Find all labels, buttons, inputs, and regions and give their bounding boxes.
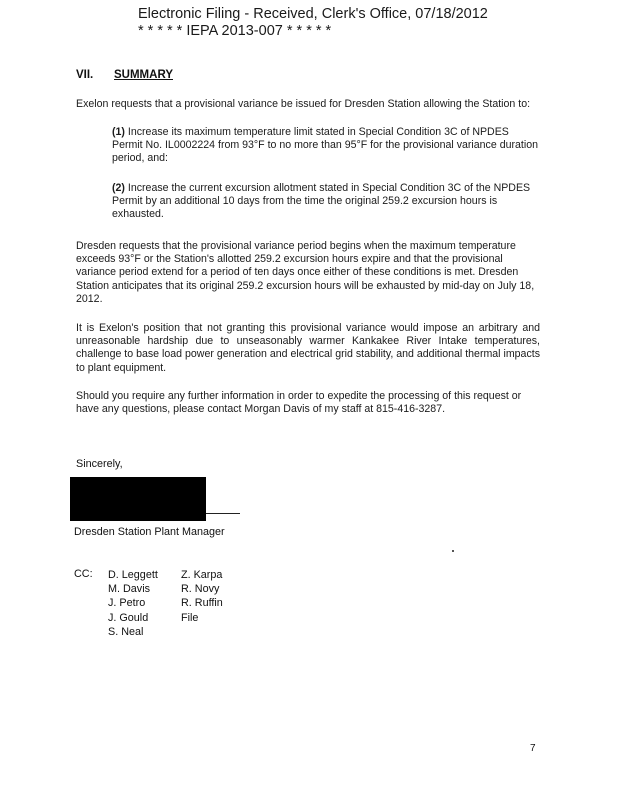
closing: Sincerely, bbox=[76, 458, 123, 470]
cc-recipient: File bbox=[181, 611, 199, 624]
section-title: SUMMARY bbox=[114, 69, 173, 81]
signature-line bbox=[206, 513, 240, 514]
cc-list-column-1 bbox=[108, 568, 158, 639]
page-number: 7 bbox=[530, 743, 536, 754]
signer-title: Dresden Station Plant Manager bbox=[74, 526, 225, 538]
request-item-2 bbox=[112, 182, 540, 222]
cc-recipient: M. Davis bbox=[108, 583, 150, 596]
cc-recipient: R. Novy bbox=[181, 583, 220, 596]
request-item-1 bbox=[112, 126, 540, 166]
filing-stamp-line-1: Electronic Filing - Received, Clerk's Office, 07/18/2012 bbox=[138, 6, 488, 22]
cc-label: CC: bbox=[74, 568, 93, 580]
request-item-1-text: Increase its maximum temperature limit stated in Special Condition 3C of NPDES Permit No. IL0002224 from 93°F to no more than 95°F for the provisional variance duration period, and: bbox=[112, 126, 538, 165]
dresden-request-paragraph: Dresden requests that the provisional variance period begins when the maximum temperature exceeds 93°F or the Station's allotted 259.2 excursion hours expire and that the provisional variance period extend for a period of ten days once either of these conditions is met. Dresden Station anticipates that its original 259.2 excursion hours will be exhausted by mid-day on July 18, 2012. bbox=[76, 240, 535, 305]
section-number: VII. bbox=[76, 69, 94, 81]
request-item-2-label: (2) bbox=[112, 182, 125, 194]
intro-paragraph: Exelon requests that a provisional variance be issued for Dresden Station allowing the Station to: bbox=[76, 98, 531, 110]
contact-paragraph: Should you require any further information in order to expedite the processing of this request or have any questions, please contact Morgan Davis of my staff at 815-416-3287. bbox=[76, 390, 522, 416]
cc-recipient: D. Leggett bbox=[108, 569, 158, 581]
hardship-paragraph: It is Exelon's position that not granting this provisional variance would impose an arbitrary and unreasonable hardship due to unseasonably warmer Kankakee River Intake temperatures, challenge to base load power generation and electrical grid stability, and additional thermal impacts to plant equipment. bbox=[76, 322, 540, 374]
request-item-1-label: (1) bbox=[112, 126, 125, 138]
cc-list-column-2 bbox=[181, 568, 223, 625]
redacted-signature bbox=[70, 477, 206, 521]
cc-recipient: J. Gould bbox=[108, 611, 149, 624]
cc-recipient: S. Neal bbox=[108, 625, 144, 638]
section-heading bbox=[76, 69, 173, 81]
cc-recipient: Z. Karpa bbox=[181, 569, 223, 581]
filing-stamp bbox=[138, 6, 488, 40]
filing-stamp-line-2: * * * * * IEPA 2013-007 * * * * * bbox=[138, 23, 332, 39]
cc-recipient: R. Ruffin bbox=[181, 597, 223, 610]
cc-recipient: J. Petro bbox=[108, 597, 146, 610]
speck bbox=[452, 550, 454, 552]
request-item-2-text: Increase the current excursion allotment stated in Special Condition 3C of the NPDES Permit by an additional 10 days from the time the original 259.2 excursion hours is exhausted. bbox=[112, 182, 531, 221]
